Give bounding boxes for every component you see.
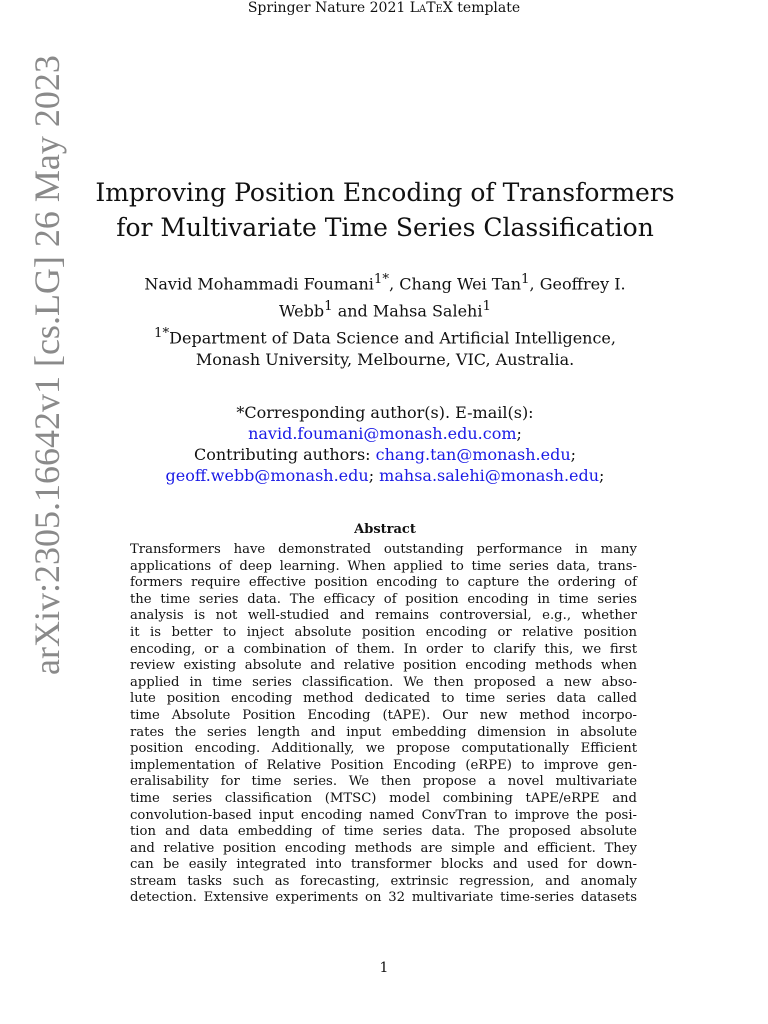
- abstract-line: eralisability for time series. We then propose a novel multivariate: [130, 774, 637, 790]
- title-line-1: Improving Position Encoding of Transformers: [95, 178, 675, 207]
- paper-title: [90, 175, 680, 245]
- abstract-line: can be easily integrated into transformer blocks and used for down-: [130, 857, 637, 873]
- abstract-line: and relative position encoding methods are simple and efficient. They: [130, 840, 637, 856]
- abstract-line: lute position encoding method dedicated to time series data called: [130, 691, 637, 707]
- author-name: Webb: [279, 301, 325, 321]
- author-list: Navid Mohammadi Foumani$^{1*}$, Chang Wei Tan$^1$, Geoffrey I. Webb$^1$ and Mahsa Salehi$^1$: [144, 272, 626, 321]
- email-link[interactable]: chang.tan@monash.edu: [375, 445, 571, 464]
- abstract-line: applied in time series classification. We then proposed a new abso-: [130, 674, 637, 690]
- abstract-line: the time series data. The efficacy of position encoding in time series: [130, 591, 637, 607]
- abstract-line: detection. Extensive experiments on 32 multivariate time-series datasets: [130, 890, 637, 906]
- abstract-line: Transformers have demonstrated outstanding performance in many: [130, 542, 637, 557]
- author-name: Chang Wei Tan: [399, 274, 522, 294]
- abstract-line: review existing absolute and relative position encoding methods when: [130, 658, 637, 674]
- author-name: Navid Mohammadi Foumani: [144, 274, 374, 294]
- title-line-2: for Multivariate Time Series Classification: [116, 213, 654, 242]
- abstract-line: implementation of Relative Position Encoding (eRPE) to improve gen-: [130, 757, 637, 773]
- correspondence-block: *Corresponding author(s). E-mail(s): navid.foumani@monash.edu.com; Contributing authors: chang.tan@monash.edu; geoff.webb@monash.edu; mahsa.salehi@monash.edu;: [165, 403, 605, 485]
- abstract-line: position encoding. Additionally, we propose computationally Efficient: [130, 741, 637, 757]
- author-name: Geoffrey I.: [539, 274, 626, 294]
- abstract-line: analysis is not well-studied and remains controversial, e.g., whether: [130, 608, 637, 624]
- latex-logo: LaTeX: [409, 0, 453, 16]
- abstract-line: convolution-based input encoding named ConvTran to improve the posi-: [130, 807, 637, 823]
- abstract-heading: Abstract: [354, 522, 416, 537]
- running-header: Springer Nature 2021 LaTeX template: [247, 0, 521, 16]
- abstract-line: tion and data embedding of time series data. The proposed absolute: [130, 824, 637, 840]
- affiliation: $^{1*}$Department of Data Science and Artificial Intelligence, Monash University, Melbourne, VIC, Australia.: [154, 326, 616, 370]
- abstract-line: applications of deep learning. When applied to time series data, trans-: [130, 558, 637, 574]
- abstract-line: it is better to inject absolute position encoding or relative position: [130, 624, 637, 640]
- abstract-line: stream tasks such as forecasting, extrinsic regression, and anomaly: [130, 873, 637, 889]
- arxiv-stamp: arXiv:2305.16642v1 [cs.LG] 26 May 2023: [27, 55, 67, 675]
- abstract-line: encoding, or a combination of them. In order to clarify this, we first: [130, 641, 637, 657]
- email-link[interactable]: mahsa.salehi@monash.edu: [379, 466, 600, 485]
- author-name: Mahsa Salehi: [372, 301, 483, 321]
- abstract-line: formers require effective position encoding to capture the ordering of: [130, 575, 637, 591]
- email-link[interactable]: navid.foumani@monash.edu.com: [248, 424, 517, 443]
- abstract-line: time series classification (MTSC) model combining tAPE/eRPE and: [130, 790, 637, 806]
- abstract-line: rates the series length and input embedding dimension in absolute: [130, 724, 637, 740]
- abstract-body: [130, 542, 637, 907]
- email-link[interactable]: geoff.webb@monash.edu: [165, 466, 369, 485]
- page-number: 1: [379, 960, 389, 976]
- abstract-line: time Absolute Position Encoding (tAPE). Our new method incorpo-: [130, 707, 637, 723]
